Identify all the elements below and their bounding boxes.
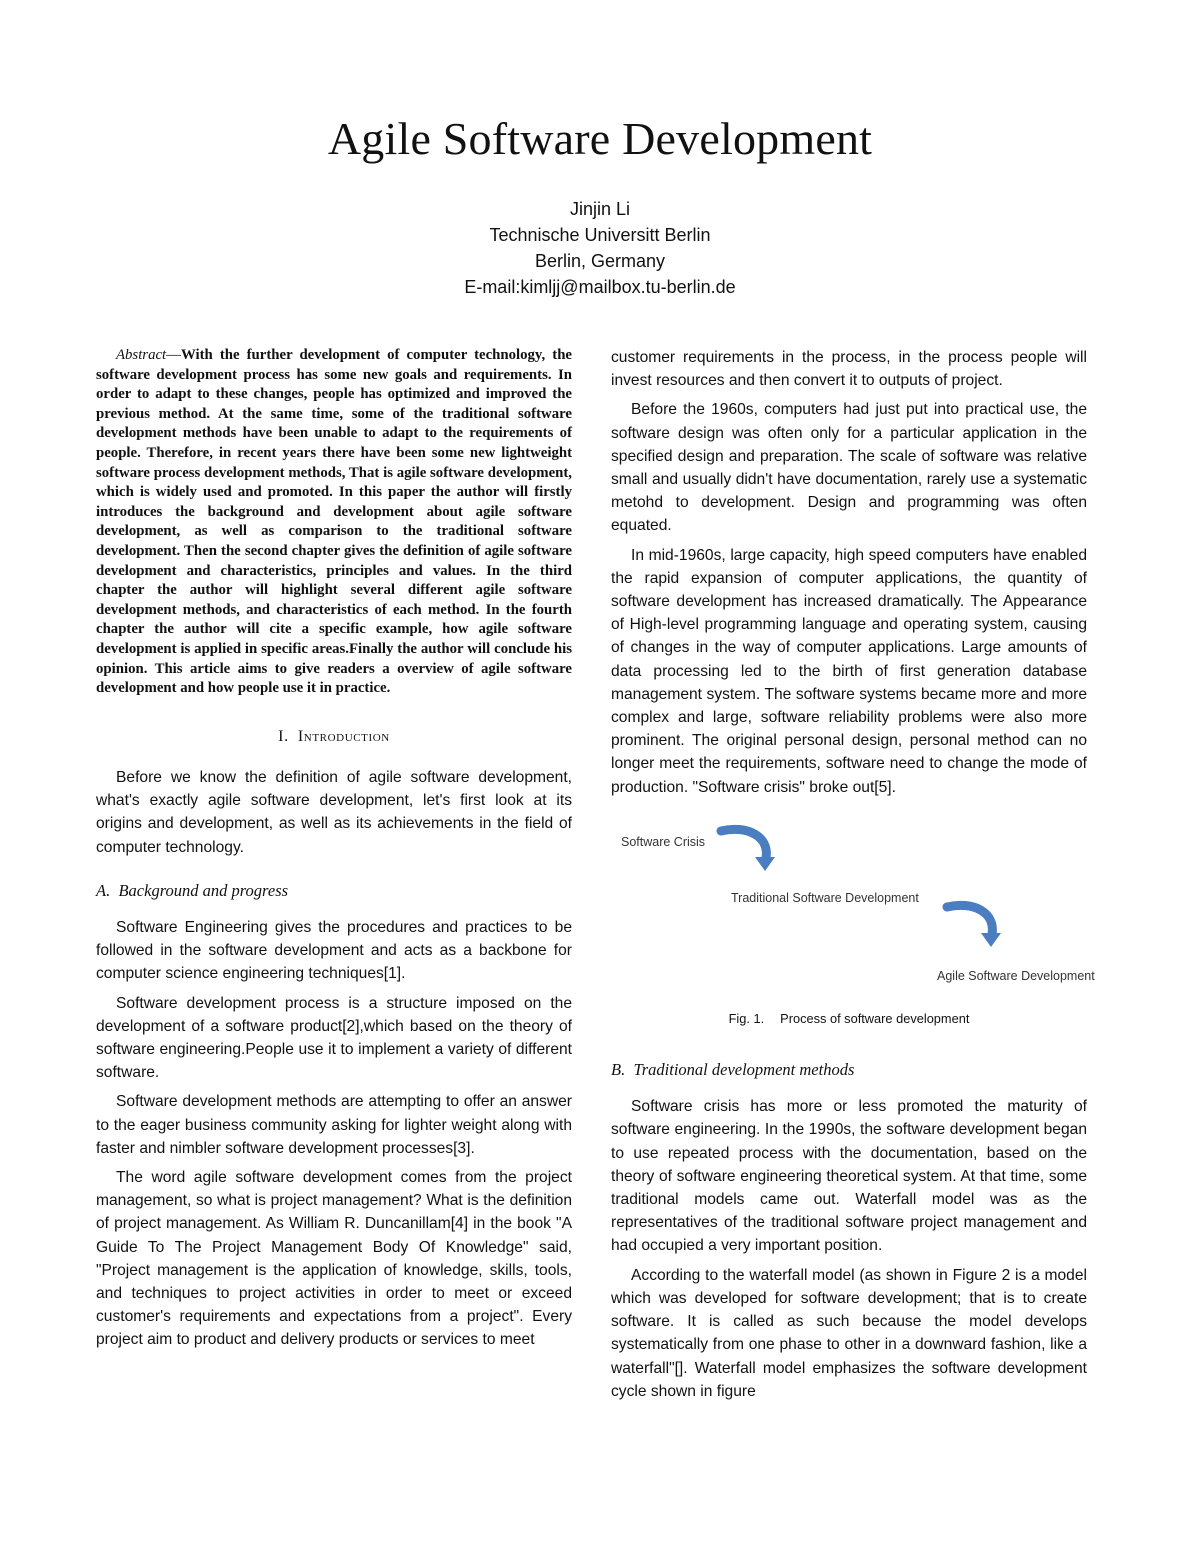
abstract-dash: — — [166, 347, 181, 363]
section-heading-introduction — [96, 725, 572, 748]
figure-label-software-crisis: Software Crisis — [621, 834, 706, 849]
section-title: Introduction — [297, 727, 390, 745]
figure-number: Fig. 1. — [728, 1010, 765, 1026]
continuation-paragraph: customer requirements in the process, in the process people will invest resources and then convert it to outputs of project. — [611, 349, 1087, 390]
subsection-heading-traditional — [611, 1058, 1087, 1081]
subsection-heading-background — [96, 879, 572, 902]
body-paragraph: Software development methods are attempting to offer an answer to the eager business community asking for lighter weight along with faster and nimbler software development processes[3]. — [96, 1093, 572, 1157]
body-paragraph: In mid-1960s, large capacity, high speed computers have enabled the rapid expansion of computer applications, the quantity of software development has increased dramatically. The Appearance of High-level programming language and operating system, causing of changes in the way of computer applications. Large amounts of data processing led to the birth of first generation database management system. The software systems became more and more complex and large, software reliability problems were also more prominent. The original personal design, personal method can no longer meet the requirements, software need to change the mode of production. "Software crisis" broke out[5]. — [611, 546, 1087, 796]
curved-arrow-icon — [941, 899, 1005, 951]
body-paragraph: According to the waterfall model (as shown in Figure 2 is a model which was developed for software development; that is to create software. It is called as such because the model develops systematically from one phase to other in a downward fashion, like a waterfall"[]. Waterfall model emphasizes the software development cycle shown in figure — [611, 1266, 1087, 1400]
figure-label-traditional: Traditional Software Development — [731, 890, 919, 905]
abstract-label: Abstract — [116, 347, 167, 363]
abstract — [96, 346, 572, 699]
paper-title: Agile Software Development — [327, 113, 873, 164]
abstract-text: With the further development of computer technology, the software development process has some new goals and requirements. In order to adapt to these changes, people has optimized and improved the previous method. At the same time, some of the traditional software development methods have been unable to adapt to the requirements of people. Therefore, in recent years there have been some new lightweight software process development methods, That is agile software development, which is widely used and promoted. In this paper the author will firstly introduces the background and development about agile software development, as well as comparison to the traditional software development. Then the second chapter gives the definition of agile software development and characteristics, principles and values. In the third chapter the author will highlight several different agile software development methods, and characteristics of each method. In the fourth chapter the author will cite a specific example, how agile software development is applied in specific areas.Finally the author will conclude his opinion. This article aims to give readers a overview of agile software development and how people use it in practice. — [96, 347, 572, 697]
figure-process-diagram — [611, 817, 1095, 997]
intro-paragraph: Before we know the definition of agile software development, what's exactly agile software development, let's first look at its origins and development, as well as its achievements in the field of computer technology. — [96, 768, 572, 856]
body-paragraph: The word agile software development comes from the project management, so what is project management? What is the definition of project management. As William R. Duncanillam[4] in the book "A Guide To The Project Management Body Of Knowledge" said, "Project management is the application of knowledge, skills, tools, and techniques to project activities in order to meet or exceed customer's requirements and expectations from a project". Every project aim to product and delivery products or services to meet — [96, 1168, 572, 1349]
author-block — [0, 196, 1200, 300]
body-paragraph: Before the 1960s, computers had just put into practical use, the software design was often only for a particular application in the specified design and preparation. The scale of software was relative small and usually didn't have documentation, rarely use a systematic metohd to development. Design and programming was often equated. — [611, 401, 1087, 535]
figure-caption — [611, 1007, 1087, 1030]
body-paragraph: Software Engineering gives the procedures and practices to be followed in the software development and acts as a backbone for computer science engineering techniques[1]. — [96, 918, 572, 983]
left-column — [96, 346, 572, 1358]
figure-caption-text: Process of software development — [780, 1010, 970, 1026]
body-paragraph: Software development process is a structure imposed on the development of a software product[2],which based on the theory of software engineering.People use it to implement a variety of different software. — [96, 994, 572, 1082]
section-number: I. — [278, 727, 289, 745]
author-name: Jinjin Li — [569, 199, 631, 219]
subsection-title: Background and progress — [118, 880, 289, 900]
right-column — [611, 346, 1095, 1409]
curved-arrow-icon — [715, 823, 779, 873]
subsection-title: Traditional development methods — [633, 1060, 855, 1080]
author-email: E-mail:kimljj@mailbox.tu-berlin.de — [464, 277, 736, 297]
body-paragraph: Software crisis has more or less promoted the maturity of software engineering. In the 1990s, the software development began to use repeated process with the documentation, based on the theory of software engineering theoretical system. At that time, some traditional models came out. Waterfall model was as the representatives of the traditional software project management and had occupied a very important position. — [611, 1098, 1087, 1255]
author-location: Berlin, Germany — [534, 251, 666, 271]
subsection-label: A. — [96, 880, 111, 900]
subsection-label: B. — [611, 1060, 626, 1080]
figure-label-agile: Agile Software Development — [937, 968, 1095, 983]
author-affiliation: Technische Universitt Berlin — [489, 225, 711, 245]
